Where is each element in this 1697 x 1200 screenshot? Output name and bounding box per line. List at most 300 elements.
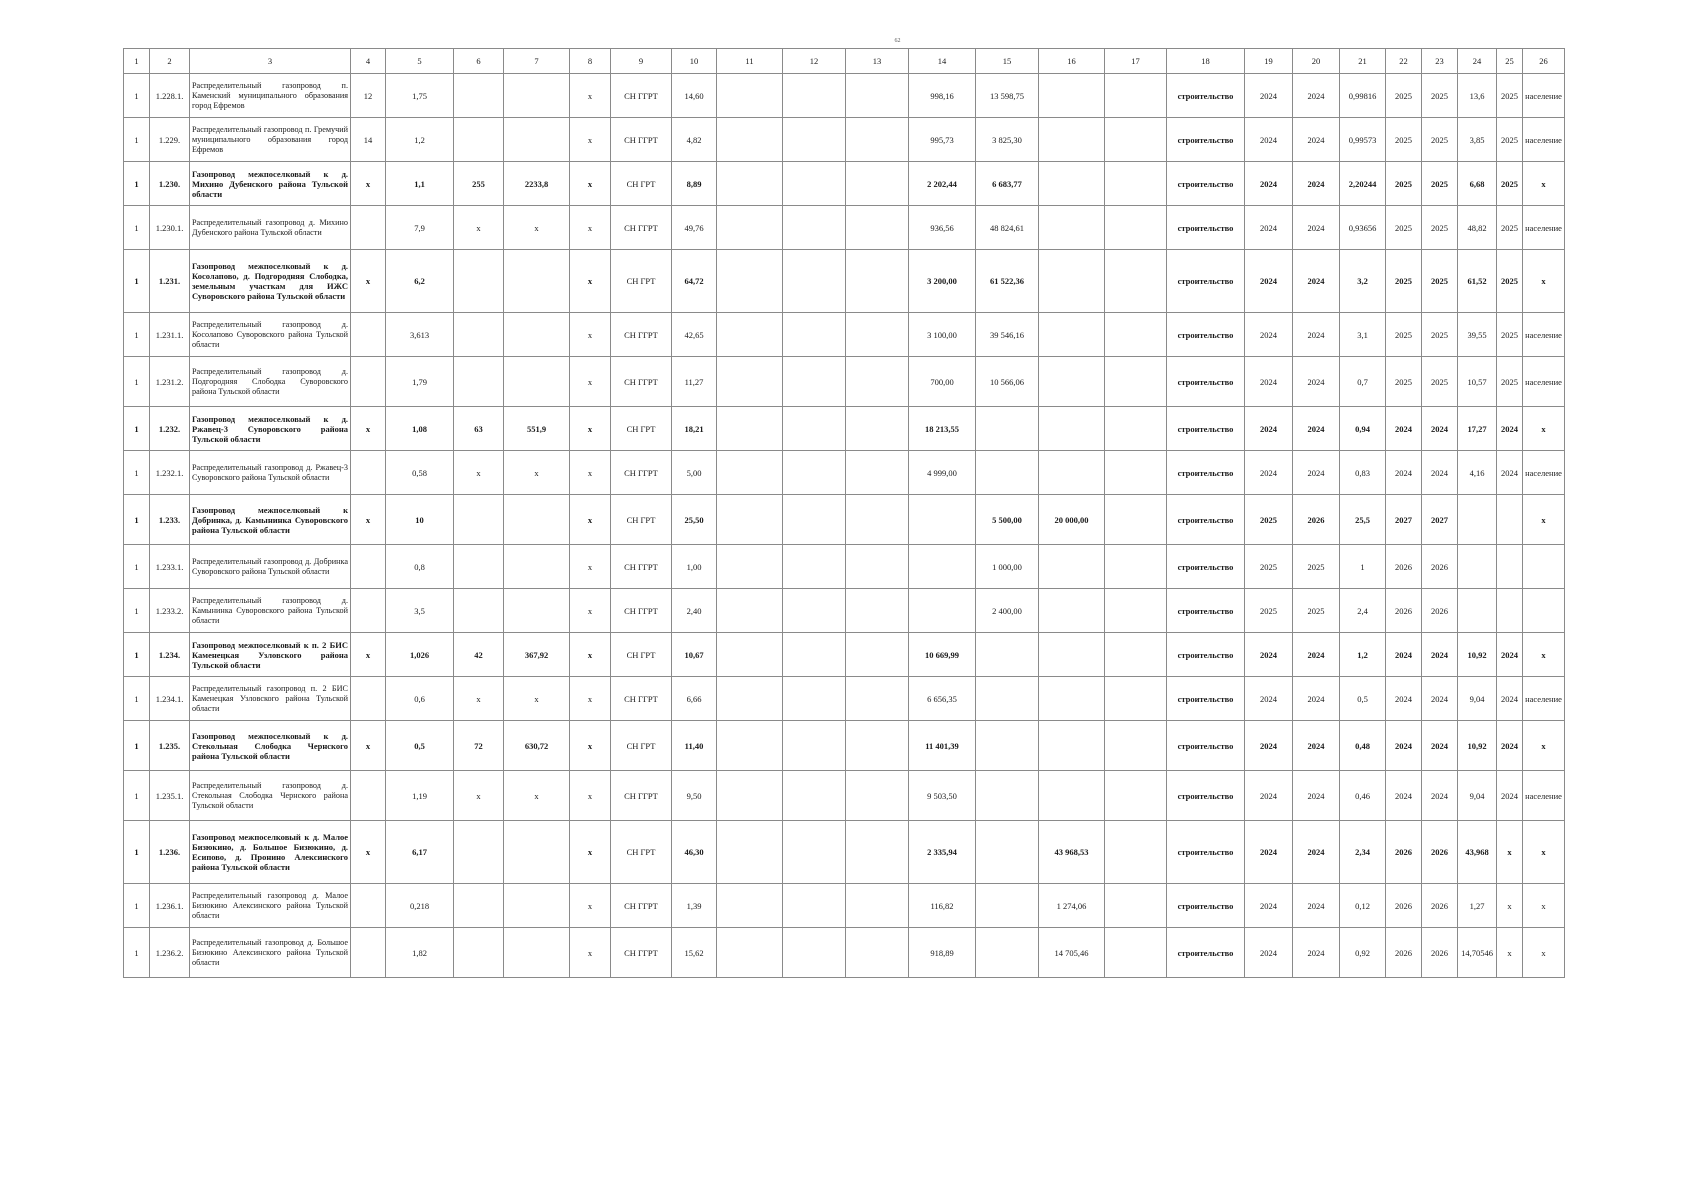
table-cell: 1.229. [150,118,190,162]
table-cell: СН ГРТ [611,162,672,206]
table-cell: 1 [124,928,150,978]
object-name-cell: Распределительный газопровод д. Ржавец-3 Суворовского района Тульской области [190,451,351,495]
table-cell [717,118,783,162]
table-cell: население [1523,74,1565,118]
table-cell: СН ГГРТ [611,118,672,162]
table-cell [1105,250,1167,313]
table-cell: население [1523,451,1565,495]
table-cell: строительство [1167,206,1245,250]
table-cell: 2024 [1293,357,1340,407]
table-cell [717,771,783,821]
table-cell [717,250,783,313]
table-cell: 2024 [1245,206,1293,250]
table-cell: население [1523,118,1565,162]
header-cell: 23 [1422,49,1458,74]
table-cell: x [570,162,611,206]
table-cell: x [1523,495,1565,545]
table-cell [717,74,783,118]
table-cell: x [454,677,504,721]
table-cell: 2024 [1497,771,1523,821]
table-row [124,771,1565,821]
table-cell [717,677,783,721]
table-cell: 2024 [1293,771,1340,821]
table-cell [717,313,783,357]
header-cell: 9 [611,49,672,74]
table-cell [846,677,909,721]
table-cell: 2024 [1245,162,1293,206]
table-cell: 61,52 [1458,250,1497,313]
table-cell: 3 200,00 [909,250,976,313]
table-cell: 1.230.1. [150,206,190,250]
table-cell [1039,721,1105,771]
header-cell: 11 [717,49,783,74]
table-cell: СН ГГРТ [611,451,672,495]
table-cell [1105,589,1167,633]
object-name-cell: Распределительный газопровод д. Большое Бизюкино Алексинского района Тульской области [190,928,351,978]
table-cell: 2024 [1245,633,1293,677]
table-cell: 2026 [1422,884,1458,928]
table-cell: 3,1 [1340,313,1386,357]
table-cell: 7,9 [386,206,454,250]
table-cell [909,589,976,633]
table-cell [976,928,1039,978]
table-row [124,74,1565,118]
table-cell: x [570,821,611,884]
table-cell: 1,75 [386,74,454,118]
object-name-cell: Распределительный газопровод п. Гремучий муниципального образования город Ефремов [190,118,351,162]
table-cell [504,74,570,118]
table-cell: СН ГГРТ [611,589,672,633]
table-cell [454,74,504,118]
table-cell: 0,5 [386,721,454,771]
table-cell: 25,5 [1340,495,1386,545]
table-cell [504,589,570,633]
table-cell: 14,60 [672,74,717,118]
table-cell: 39,55 [1458,313,1497,357]
table-cell: 2024 [1497,633,1523,677]
table-cell: 2024 [1422,721,1458,771]
table-cell: 1.236.1. [150,884,190,928]
table-cell: x [570,928,611,978]
table-cell: 1 [124,407,150,451]
table-cell [1039,162,1105,206]
table-cell: 255 [454,162,504,206]
table-cell: 2025 [1497,357,1523,407]
table-cell: x [570,74,611,118]
table-cell [454,545,504,589]
table-cell: x [570,206,611,250]
table-cell [783,771,846,821]
table-cell: x [351,821,386,884]
object-name-cell: Распределительный газопровод д. Малое Бизюкино Алексинского района Тульской области [190,884,351,928]
table-cell: 3,2 [1340,250,1386,313]
table-cell: 10,92 [1458,633,1497,677]
table-cell: 2024 [1497,407,1523,451]
table-cell: строительство [1167,589,1245,633]
object-name-cell: Газопровод межпоселковый к д. Косолапово, д. Подгородняя Слободка, земельным участкам для ИЖС Суворовского района Тульской области [190,250,351,313]
table-cell [454,357,504,407]
table-row [124,357,1565,407]
table-cell: 1.232.1. [150,451,190,495]
table-cell [783,313,846,357]
table-cell: 2024 [1245,74,1293,118]
table-cell [1105,633,1167,677]
table-cell: 1.233. [150,495,190,545]
table-cell: 0,6 [386,677,454,721]
table-cell: 17,27 [1458,407,1497,451]
table-cell: 2025 [1497,313,1523,357]
table-cell: 9 503,50 [909,771,976,821]
table-cell: x [1523,928,1565,978]
table-cell [846,407,909,451]
table-cell [1105,118,1167,162]
table-cell: 2026 [1422,545,1458,589]
table-cell: 64,72 [672,250,717,313]
table-cell: 63 [454,407,504,451]
table-cell: 2026 [1386,928,1422,978]
table-cell: 2025 [1386,313,1422,357]
object-name-cell: Распределительный газопровод п. 2 БИС Каменецкая Узловского района Тульской области [190,677,351,721]
table-cell [846,928,909,978]
header-cell: 22 [1386,49,1422,74]
table-cell: 2024 [1245,677,1293,721]
table-cell [454,118,504,162]
table-cell [783,821,846,884]
table-cell: СН ГГРТ [611,928,672,978]
table-cell: 1 [124,357,150,407]
table-cell [1458,545,1497,589]
table-cell: 14,70546 [1458,928,1497,978]
table-cell: 936,56 [909,206,976,250]
table-cell: 2 202,44 [909,162,976,206]
table-row [124,118,1565,162]
table-cell: 2024 [1497,451,1523,495]
object-name-cell: Газопровод межпоселковый к д. Ржавец-3 Суворовского района Тульской области [190,407,351,451]
table-cell: СН ГРТ [611,633,672,677]
table-cell: 2024 [1293,928,1340,978]
table-cell: 2024 [1422,677,1458,721]
table-cell: 2024 [1293,250,1340,313]
table-cell: 2025 [1386,118,1422,162]
table-cell [976,677,1039,721]
table-cell [783,206,846,250]
table-cell: 2024 [1293,206,1340,250]
table-cell: 42,65 [672,313,717,357]
table-cell: население [1523,357,1565,407]
table-cell: 1 [124,677,150,721]
table-cell: 2027 [1422,495,1458,545]
table-cell: 6,66 [672,677,717,721]
table-row [124,821,1565,884]
table-cell: 1,82 [386,928,454,978]
header-cell: 24 [1458,49,1497,74]
table-cell: 1,79 [386,357,454,407]
table-cell: 61 522,36 [976,250,1039,313]
gas-pipeline-table [123,48,1565,978]
table-cell [717,162,783,206]
table-cell: x [570,495,611,545]
table-cell: 0,94 [1340,407,1386,451]
table-cell: x [570,771,611,821]
table-cell: 1.231.1. [150,313,190,357]
table-cell [846,250,909,313]
table-cell [1039,451,1105,495]
table-row [124,451,1565,495]
table-cell: 2024 [1293,162,1340,206]
table-cell: x [1523,821,1565,884]
table-cell: 2025 [1422,250,1458,313]
header-cell: 15 [976,49,1039,74]
table-cell [846,545,909,589]
table-cell [976,771,1039,821]
table-cell [783,633,846,677]
table-cell [1497,495,1523,545]
table-cell: 1.233.2. [150,589,190,633]
table-cell: x [570,313,611,357]
table-cell: 918,89 [909,928,976,978]
table-cell: 1 [124,495,150,545]
table-cell: 2025 [1386,206,1422,250]
table-cell: 9,04 [1458,771,1497,821]
table-cell: 11,40 [672,721,717,771]
table-cell [717,633,783,677]
table-cell [846,313,909,357]
table-cell [1105,74,1167,118]
table-cell: 2024 [1422,451,1458,495]
table-cell: 2026 [1422,589,1458,633]
header-cell: 19 [1245,49,1293,74]
header-cell: 5 [386,49,454,74]
table-cell: x [570,677,611,721]
table-cell: 2024 [1386,407,1422,451]
table-cell [454,589,504,633]
table-cell: 2,4 [1340,589,1386,633]
table-cell: 2025 [1497,206,1523,250]
table-cell [717,495,783,545]
table-cell: 9,50 [672,771,717,821]
table-cell: 18,21 [672,407,717,451]
table-cell [846,589,909,633]
table-cell: 2025 [1497,162,1523,206]
table-cell: 2 400,00 [976,589,1039,633]
table-cell: x [1523,884,1565,928]
table-cell [504,118,570,162]
table-cell [504,821,570,884]
table-cell: x [351,633,386,677]
table-cell [783,162,846,206]
table-cell [1105,677,1167,721]
table-cell [504,357,570,407]
table-cell: x [1523,721,1565,771]
table-cell: 3 100,00 [909,313,976,357]
table-cell: СН ГГРТ [611,313,672,357]
object-name-cell: Газопровод межпоселковый к д. Малое Бизюкино, д. Большое Бизюкино, д. Есипово, д. Пронино Алексинского района Тульской области [190,821,351,884]
table-cell: 1.236.2. [150,928,190,978]
table-cell: x [570,451,611,495]
table-cell: x [454,771,504,821]
table-cell: 6,68 [1458,162,1497,206]
table-cell: СН ГРТ [611,495,672,545]
table-cell [1105,721,1167,771]
table-cell [1105,495,1167,545]
table-cell: 2024 [1293,633,1340,677]
table-cell: 2024 [1386,771,1422,821]
table-cell: строительство [1167,407,1245,451]
table-cell: СН ГРТ [611,821,672,884]
object-name-cell: Распределительный газопровод д. Добринка Суворовского района Тульской области [190,545,351,589]
table-cell: 1,39 [672,884,717,928]
table-cell: 2,40 [672,589,717,633]
table-cell: x [570,250,611,313]
table-cell: 1.230. [150,162,190,206]
table-cell [1497,589,1523,633]
table-cell [504,250,570,313]
table-cell [846,884,909,928]
table-cell: 2025 [1497,250,1523,313]
table-cell: 1 [124,721,150,771]
table-row [124,407,1565,451]
table-cell: x [504,206,570,250]
table-cell [846,451,909,495]
table-cell: 2026 [1386,545,1422,589]
object-name-cell: Распределительный газопровод д. Подгородняя Слободка Суворовского района Тульской области [190,357,351,407]
table-cell: 1 [124,821,150,884]
header-cell: 6 [454,49,504,74]
table-cell: 2025 [1245,545,1293,589]
table-cell: x [1523,250,1565,313]
table-cell: 13 598,75 [976,74,1039,118]
table-cell: 1 000,00 [976,545,1039,589]
table-cell: 0,5 [1340,677,1386,721]
table-cell: 1,2 [386,118,454,162]
table-cell: 2026 [1422,821,1458,884]
table-cell [783,495,846,545]
table-cell [783,545,846,589]
table-cell: население [1523,313,1565,357]
table-cell: 2027 [1386,495,1422,545]
table-row [124,206,1565,250]
table-cell: 2024 [1497,677,1523,721]
table-cell [783,407,846,451]
table-cell: 4 999,00 [909,451,976,495]
table-cell: 6 683,77 [976,162,1039,206]
table-cell: x [570,545,611,589]
table-cell: x [1497,821,1523,884]
table-cell [846,162,909,206]
table-cell: 1,2 [1340,633,1386,677]
table-cell: 116,82 [909,884,976,928]
table-cell: 2024 [1293,821,1340,884]
header-cell: 13 [846,49,909,74]
table-cell: 2024 [1245,118,1293,162]
table-cell [454,821,504,884]
table-row [124,495,1565,545]
table-cell [1523,545,1565,589]
table-cell [1497,545,1523,589]
table-cell: 1 [124,545,150,589]
table-cell [1039,589,1105,633]
table-cell: 1 [124,74,150,118]
table-cell: 6 656,35 [909,677,976,721]
table-cell: 2025 [1386,250,1422,313]
table-cell: 1.234.1. [150,677,190,721]
table-cell: x [454,451,504,495]
table-cell: x [351,407,386,451]
table-cell: x [570,721,611,771]
table-cell: x [351,250,386,313]
table-row [124,633,1565,677]
table-cell: 0,7 [1340,357,1386,407]
table-cell [976,451,1039,495]
table-cell: 2024 [1293,74,1340,118]
table-cell [717,206,783,250]
table-cell [909,495,976,545]
table-cell: 2024 [1245,357,1293,407]
table-cell: x [351,495,386,545]
table-cell [783,721,846,771]
table-row [124,162,1565,206]
table-cell: 2026 [1386,589,1422,633]
table-cell: 2024 [1293,721,1340,771]
table-cell: СН ГРТ [611,250,672,313]
table-cell: 2025 [1422,357,1458,407]
table-cell: 15,62 [672,928,717,978]
table-cell: 2025 [1422,313,1458,357]
table-cell: 10 [386,495,454,545]
table-cell [351,771,386,821]
table-cell: 700,00 [909,357,976,407]
table-cell [454,495,504,545]
header-cell: 21 [1340,49,1386,74]
table-cell: СН ГГРТ [611,677,672,721]
table-cell: население [1523,206,1565,250]
table-cell [1039,118,1105,162]
table-cell [1458,495,1497,545]
table-cell: 1.235.1. [150,771,190,821]
table-cell: строительство [1167,771,1245,821]
table-cell [1105,162,1167,206]
table-cell: 8,89 [672,162,717,206]
table-cell [717,589,783,633]
table-cell: x [570,357,611,407]
table-cell [783,589,846,633]
table-cell [976,633,1039,677]
table-cell: 2024 [1293,407,1340,451]
table-cell: 0,93656 [1340,206,1386,250]
object-name-cell: Газопровод межпоселковый к Добринка, д. Камынинка Суворовского района Тульской области [190,495,351,545]
table-cell: 2024 [1245,407,1293,451]
table-cell: 2024 [1422,771,1458,821]
table-row [124,677,1565,721]
table-cell: 2024 [1245,821,1293,884]
table-cell: 3,613 [386,313,454,357]
table-cell [717,407,783,451]
table-cell [351,677,386,721]
header-row [124,49,1565,74]
table-cell: 1 [1340,545,1386,589]
table-row [124,589,1565,633]
table-cell: 1.231. [150,250,190,313]
header-cell: 7 [504,49,570,74]
table-cell [1105,884,1167,928]
table-cell [454,928,504,978]
table-cell: x [1497,928,1523,978]
table-cell [1039,357,1105,407]
table-cell [846,721,909,771]
table-cell: 2024 [1497,721,1523,771]
table-cell [1039,206,1105,250]
table-cell [1105,206,1167,250]
